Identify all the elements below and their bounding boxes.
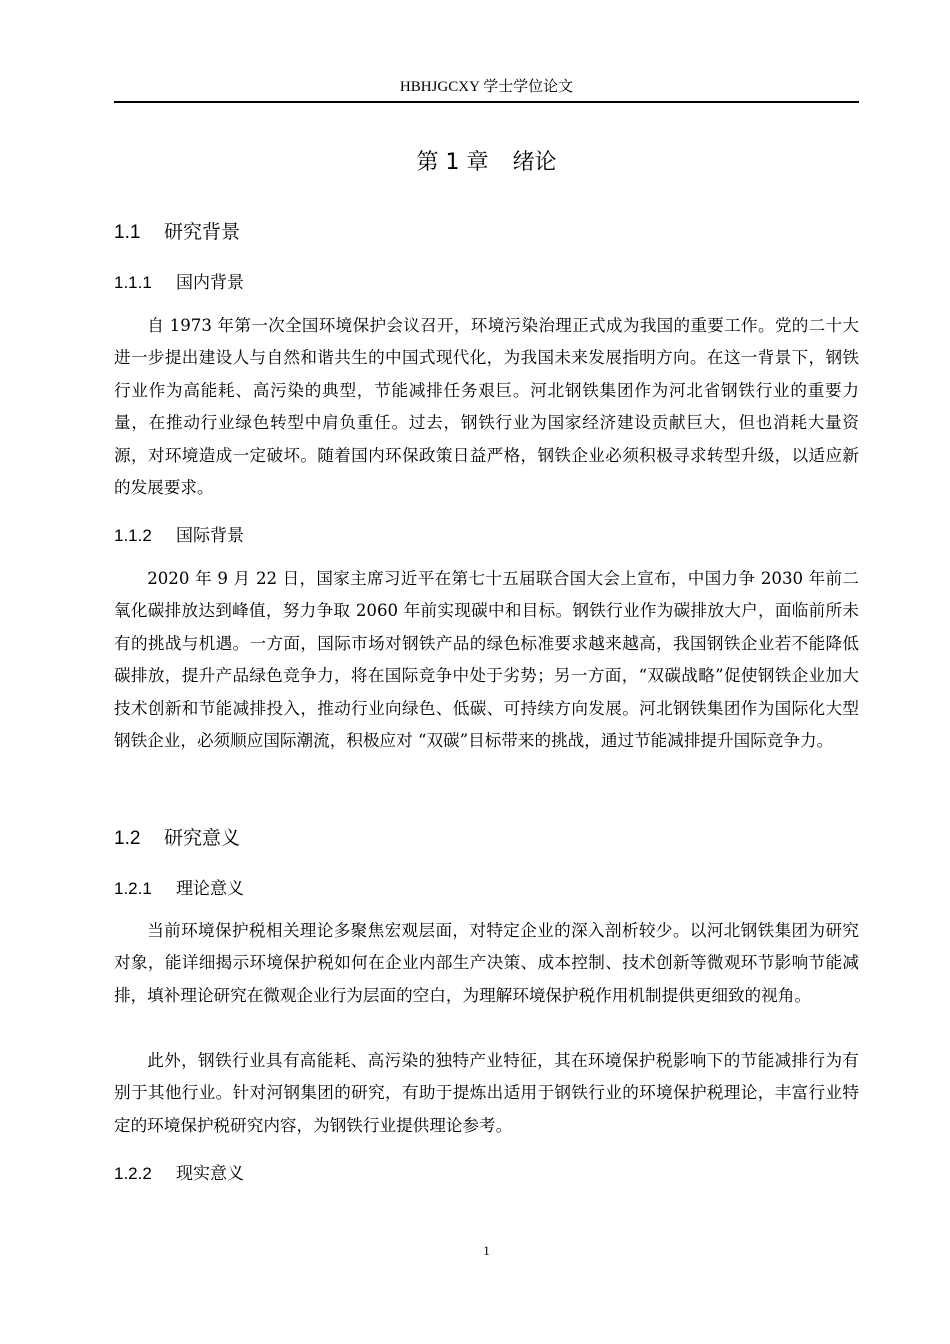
subsection-number: 1.1.2 [114, 526, 152, 545]
paragraph: 自 1973 年第一次全国环境保护会议召开，环境污染治理正式成为我国的重要工作。党的二十大进一步提出建设人与自然和谐共生的中国式现代化，为我国未来发展指明方向。在这一背景下，钢铁行业作为高能耗、高污染的典型，节能减排任务艰巨。河北钢铁集团作为河北省钢铁行业的重要力量，在推动行业绿色转型中肩负重任。过去，钢铁行业为国家经济建设贡献巨大，但也消耗大量资源，对环境造成一定破坏。随着国内环保政策日益严格，钢铁企业必须积极寻求转型升级，以适应新的发展要求。 [114, 316, 859, 498]
subsection-title: 国内背景 [176, 273, 244, 293]
chapter-number: 第 1 章 [416, 150, 489, 175]
chapter-title [114, 147, 859, 179]
section-title: 研究意义 [164, 827, 241, 849]
subsection-heading [114, 523, 244, 549]
subsection-heading [114, 270, 244, 296]
section-number: 1.2 [114, 828, 141, 849]
subsection-number: 1.1.1 [114, 273, 152, 292]
subsection-title: 理论意义 [176, 879, 244, 899]
subsection-title: 国际背景 [176, 526, 244, 546]
subsection-title: 现实意义 [176, 1164, 244, 1184]
section-heading [114, 218, 240, 247]
paragraph: 当前环境保护税相关理论多聚焦宏观层面，对特定企业的深入剖析较少。以河北钢铁集团为研究对象，能详细揭示环境保护税如何在企业内部生产决策、成本控制、技术创新等微观环节影响节能减排，填补理论研究在微观企业行为层面的空白，为理解环境保护税作用机制提供更细致的视角。 [114, 921, 859, 1005]
subsection-heading [114, 1161, 244, 1187]
section-number: 1.1 [114, 222, 141, 243]
page-header: HBHJGCXY 学士学位论文 [114, 76, 859, 103]
subsection-heading [114, 876, 244, 902]
section-title: 研究背景 [164, 221, 241, 243]
subsection-number: 1.2.1 [114, 879, 152, 898]
chapter-title-text: 绪论 [512, 150, 557, 175]
page-number: 1 [483, 1243, 490, 1258]
section-heading [114, 824, 240, 853]
paragraph: 2020 年 9 月 22 日，国家主席习近平在第七十五届联合国大会上宣布，中国力争 2030 年前二氧化碳排放达到峰值，努力争取 2060 年前实现碳中和目标。钢铁行业作为碳排放大户，面临前所未有的挑战与机遇。一方面，国际市场对钢铁产品的绿色标准要求越来越高，我国钢铁企业若不能降低碳排放，提升产品绿色竞争力，将在国际竞争中处于劣势；另一方面，“双碳战略”促使钢铁企业加大技术创新和节能减排投入，推动行业向绿色、低碳、可持续方向发展。河北钢铁集团作为国际化大型钢铁企业，必须顺应国际潮流，积极应对 “双碳”目标带来的挑战，通过节能减排提升国际竞争力。 [114, 569, 859, 751]
subsection-number: 1.2.2 [114, 1164, 152, 1183]
paragraph: 此外，钢铁行业具有高能耗、高污染的独特产业特征，其在环境保护税影响下的节能减排行为有别于其他行业。针对河钢集团的研究，有助于提炼出适用于钢铁行业的环境保护税理论，丰富行业特定的环境保护税研究内容，为钢铁行业提供理论参考。 [114, 1051, 859, 1135]
